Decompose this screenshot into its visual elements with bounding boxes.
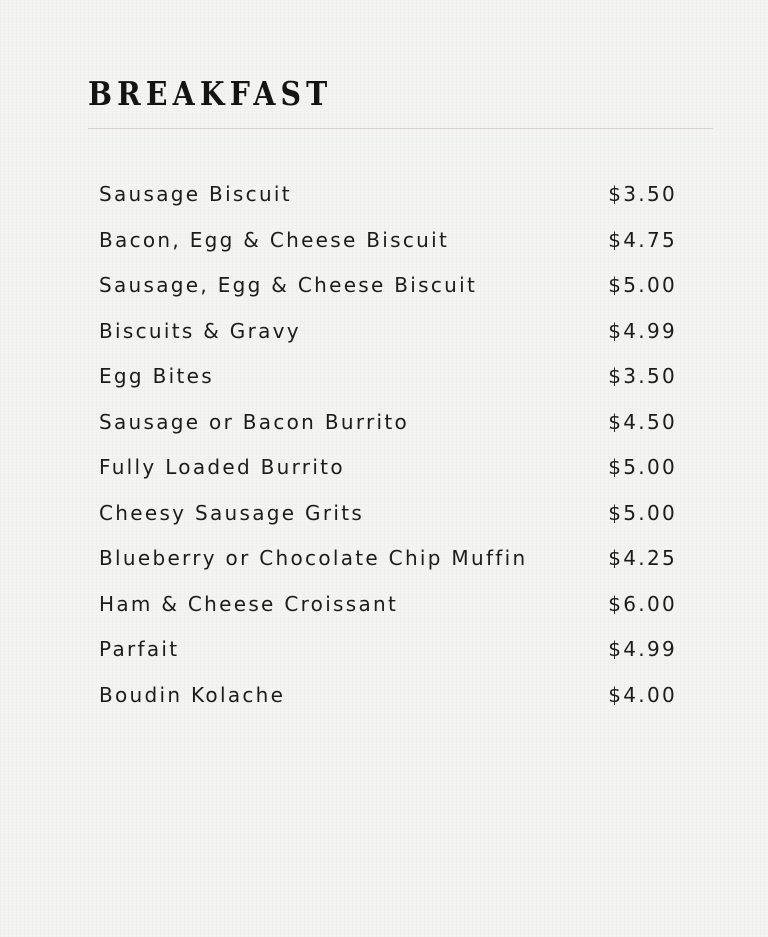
menu-item bbox=[99, 445, 677, 491]
menu-item bbox=[99, 172, 677, 218]
menu-item-price: $6.00 bbox=[608, 591, 677, 616]
menu-item-price: $4.99 bbox=[608, 318, 677, 343]
menu-item bbox=[99, 218, 677, 264]
menu-item-name: Bacon, Egg & Cheese Biscuit bbox=[99, 227, 450, 252]
menu-item-price: $5.00 bbox=[608, 500, 677, 525]
menu-item-name: Boudin Kolache bbox=[99, 682, 286, 707]
menu-item bbox=[99, 536, 677, 582]
menu-item-name: Blueberry or Chocolate Chip Muffin bbox=[99, 546, 528, 570]
menu-item bbox=[99, 491, 677, 537]
menu-item-name: Biscuits & Gravy bbox=[99, 318, 301, 343]
menu-item-list bbox=[99, 172, 677, 718]
menu-item bbox=[99, 354, 677, 400]
menu-item bbox=[99, 673, 677, 719]
menu-item-price: $5.00 bbox=[608, 273, 677, 297]
menu-item-name: Sausage, Egg & Cheese Biscuit bbox=[99, 273, 478, 297]
menu-title: BREAKFAST bbox=[88, 74, 333, 113]
menu-item-price: $4.99 bbox=[608, 637, 677, 661]
menu-item-name: Cheesy Sausage Grits bbox=[99, 500, 365, 525]
menu-item-price: $4.75 bbox=[608, 227, 677, 252]
menu-item-price: $4.25 bbox=[608, 546, 677, 570]
menu-item bbox=[99, 309, 677, 355]
menu-item bbox=[99, 627, 677, 673]
menu-item-price: $3.50 bbox=[608, 182, 677, 206]
menu-item bbox=[99, 400, 677, 446]
menu-item-name: Ham & Cheese Croissant bbox=[99, 591, 399, 616]
menu-item-price: $5.00 bbox=[608, 455, 677, 479]
menu-item-name: Parfait bbox=[99, 637, 180, 661]
menu-item-name: Sausage or Bacon Burrito bbox=[99, 409, 410, 434]
title-divider bbox=[88, 128, 713, 129]
menu-item-name: Fully Loaded Burrito bbox=[99, 455, 345, 479]
menu-item-price: $4.50 bbox=[608, 409, 677, 434]
menu-item bbox=[99, 263, 677, 309]
menu-item-name: Sausage Biscuit bbox=[99, 182, 292, 206]
menu-item bbox=[99, 582, 677, 628]
menu-item-name: Egg Bites bbox=[99, 364, 214, 388]
menu-item-price: $3.50 bbox=[608, 364, 677, 388]
menu-item-price: $4.00 bbox=[608, 682, 677, 707]
